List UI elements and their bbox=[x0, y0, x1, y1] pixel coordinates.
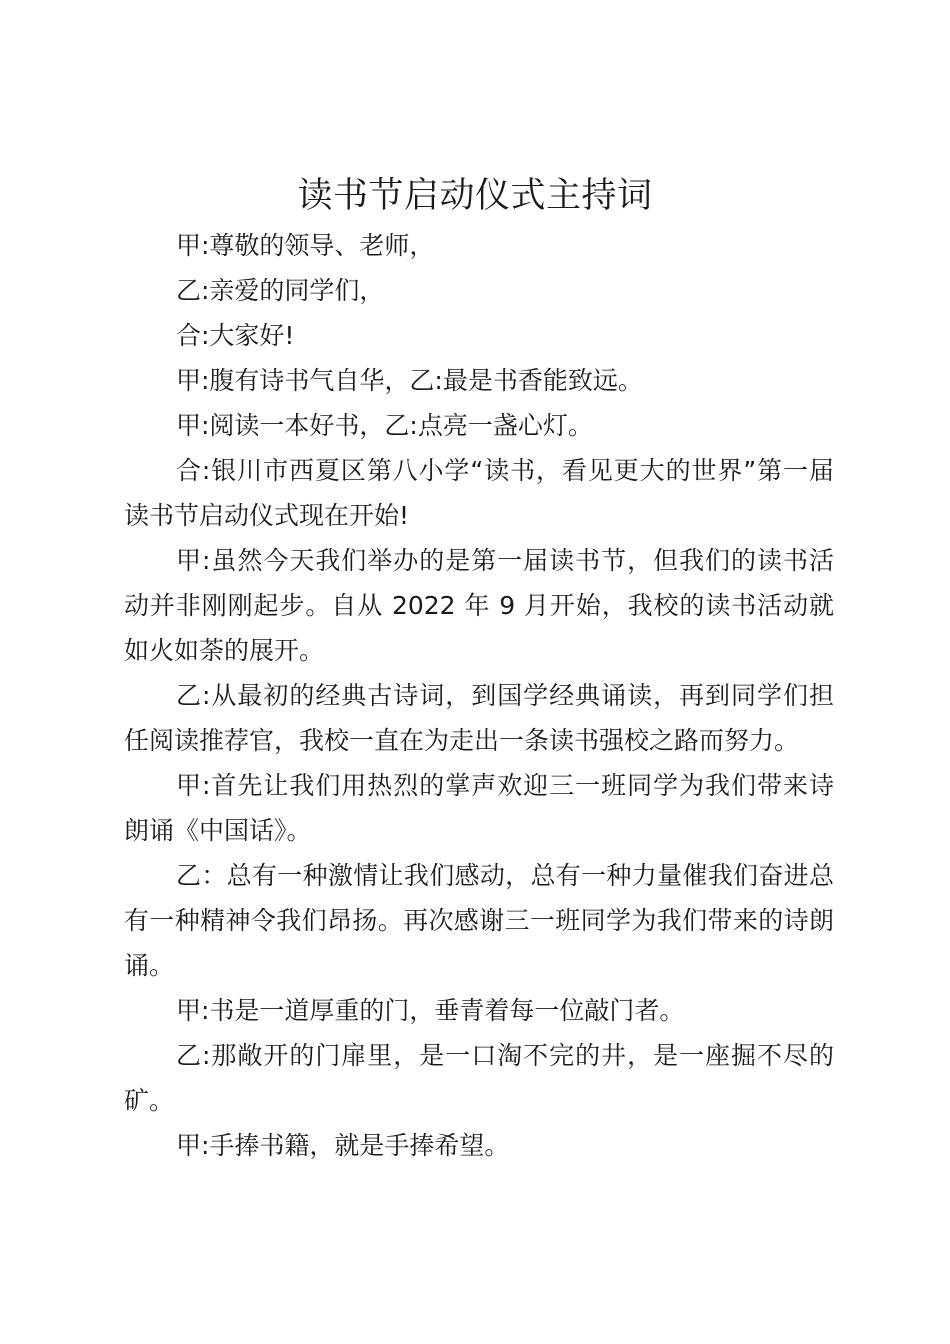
paragraph: 甲:虽然今天我们举办的是第一届读书节，但我们的读书活动并非刚刚起步。自从 2022 年 9 月开始，我校的读书活动就如火如荼的展开。 bbox=[124, 546, 834, 665]
paragraph: 甲:腹有诗书气自华，乙:最是书香能致远。 bbox=[176, 366, 643, 395]
paragraph: 甲:首先让我们用热烈的掌声欢迎三一班同学为我们带来诗朗诵《中国话》。 bbox=[124, 771, 834, 845]
paragraph: 乙：总有一种激情让我们感动，总有一种力量催我们奋进总有一种精神令我们昂扬。再次感谢三一班同学为我们带来的诗朗诵。 bbox=[124, 861, 834, 980]
paragraph: 合:银川市西夏区第八小学“读书，看见更大的世界”第一届读书节启动仪式现在开始! bbox=[124, 456, 834, 530]
paragraph: 合:大家好! bbox=[176, 321, 295, 350]
paragraph: 乙:亲爱的同学们， bbox=[176, 276, 385, 305]
paragraph: 甲:书是一道厚重的门，垂青着每一位敲门者。 bbox=[176, 996, 685, 1025]
paragraph: 乙:从最初的经典古诗词，到国学经典诵读，再到同学们担任阅读推荐官，我校一直在为走出一条读书强校之路而努力。 bbox=[124, 681, 834, 755]
paragraph: 甲:手捧书籍，就是手捧希望。 bbox=[176, 1131, 510, 1160]
paragraph: 乙:那敞开的门扉里，是一口淘不完的井，是一座掘不尽的矿。 bbox=[124, 1041, 834, 1115]
document-body bbox=[124, 223, 834, 1168]
paragraph: 甲:阅读一本好书，乙:点亮一盏心灯。 bbox=[176, 411, 593, 440]
document-title: 读书节启动仪式主持词 bbox=[297, 176, 653, 216]
paragraph: 甲:尊敬的领导、老师， bbox=[176, 231, 435, 260]
